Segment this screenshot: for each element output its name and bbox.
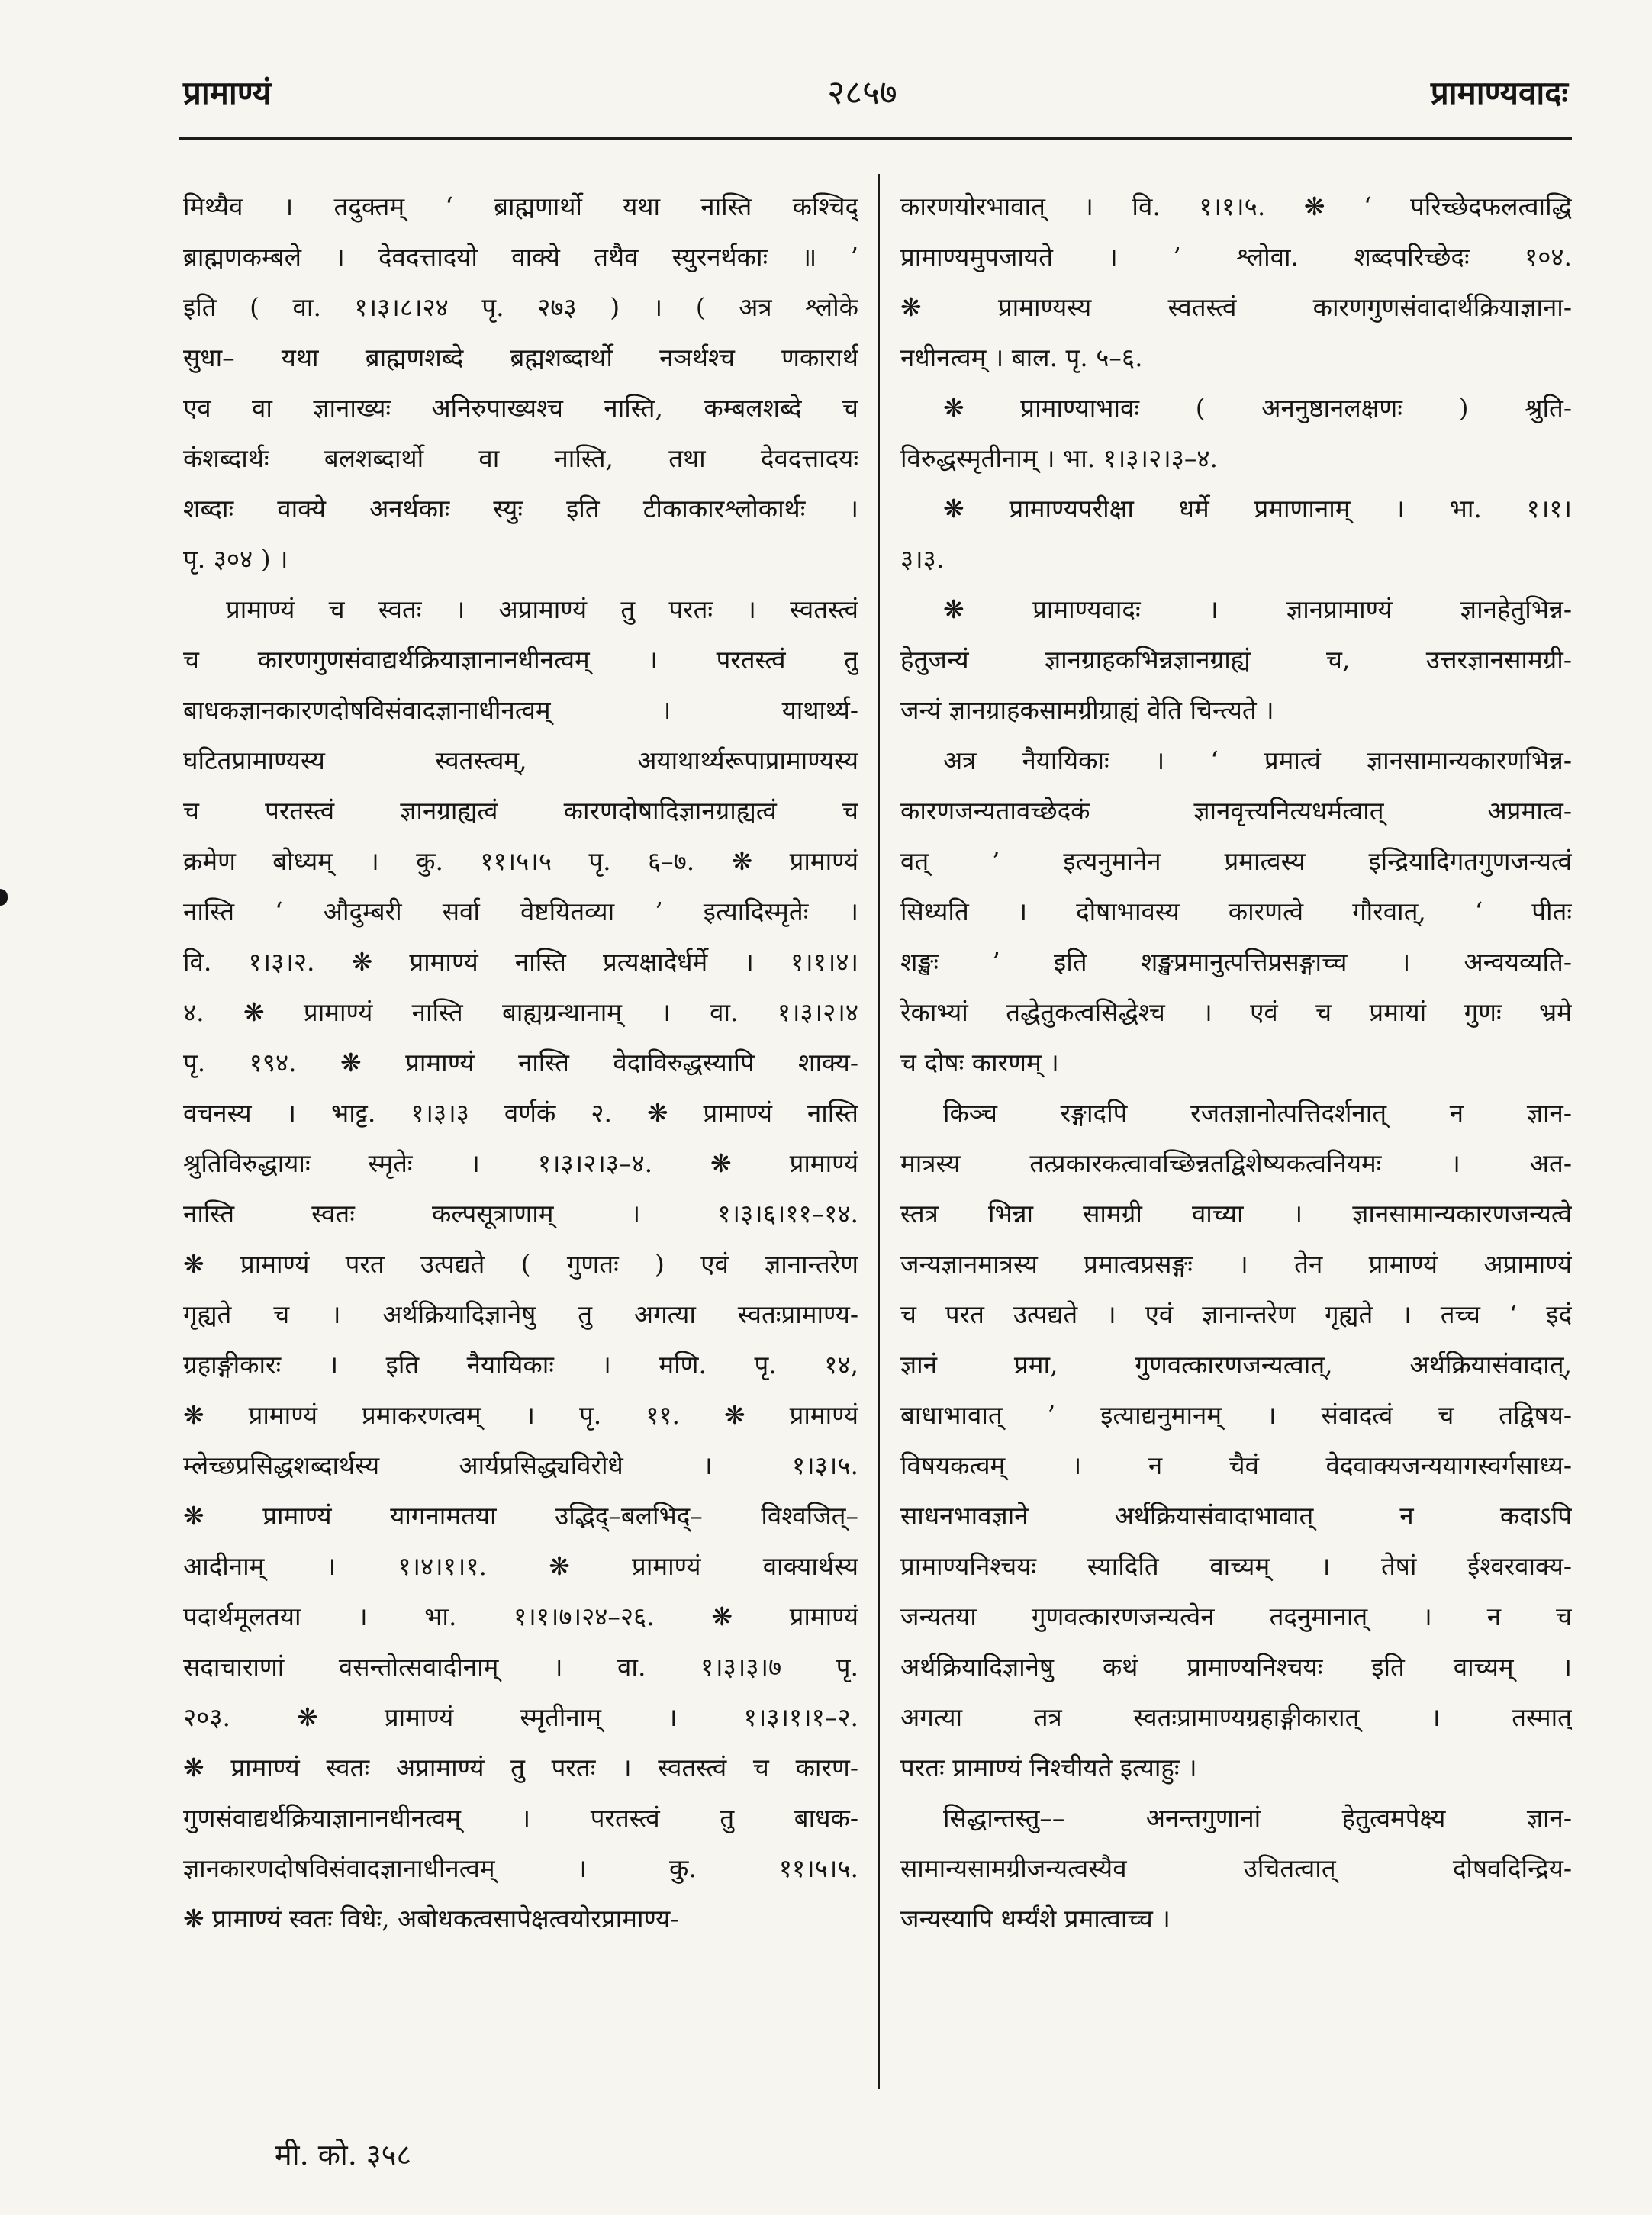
- left-column-line: बाधकज्ञानकारणदोषविसंवादज्ञानाधीनत्वम् । याथार्थ्य-: [183, 695, 858, 725]
- right-column-line: नधीनत्वम् । बाल. पृ. ५–६.: [900, 343, 1143, 372]
- left-column-line: ❋ प्रामाण्यं प्रमाकरणत्वम् । पृ. ११. ❋ प्रामाण्यं: [183, 1400, 858, 1430]
- right-column-line: कारणजन्यतावच्छेदकं ज्ञानवृत्त्यनित्यधर्मत्वात् अप्रमात्व-: [900, 796, 1572, 826]
- left-column-line: म्लेच्छप्रसिद्धशब्दार्थस्य आर्यप्रसिद्ध्यविरोधे । १।३।५.: [183, 1450, 858, 1480]
- left-column-line: वि. १।३।२. ❋ प्रामाण्यं नास्ति प्रत्यक्षादेर्धर्मे । १।१।४।: [183, 947, 858, 977]
- left-column-line: पदार्थमूलतया । भा. १।१।७।२४–२६. ❋ प्रामाण्यं: [183, 1602, 858, 1631]
- right-column-line: बाधाभावात् ’ इत्याद्यनुमानम् । संवादत्वं च तद्विषय-: [900, 1400, 1572, 1430]
- right-column-line: सिद्धान्तस्तु–– अनन्तगुणानां हेतुत्वमपेक्ष्य ज्ञान-: [943, 1803, 1572, 1833]
- left-column-line: घटितप्रामाण्यस्य स्वतस्त्वम्, अयाथार्थ्यरूपाप्रामाण्यस्य: [183, 745, 858, 775]
- left-column-line: ❋ प्रामाण्यं परत उत्पद्यते ( गुणतः ) एवं ज्ञानान्तरेण: [183, 1249, 858, 1279]
- running-header-right: प्रामाण्यवादः: [1430, 74, 1568, 111]
- right-column-line: स्तत्र भिन्ना सामग्री वाच्या । ज्ञानसामान्यकारणजन्यत्वे: [900, 1199, 1572, 1228]
- right-column-line: ❋ प्रामाण्याभावः ( अननुष्ठानलक्षणः ) श्रुति-: [943, 393, 1572, 423]
- right-column-line: ❋ प्रामाण्यपरीक्षा धर्मे प्रमाणानाम् । भा. १।१।: [943, 494, 1572, 523]
- left-column-line: च परतस्त्वं ज्ञानग्राह्यत्वं कारणदोषादिज्ञानग्राह्यत्वं च: [183, 796, 858, 826]
- right-column-line: जन्यज्ञानमात्रस्य प्रमात्वप्रसङ्गः । तेन प्रामाण्यं अप्रामाण्यं: [900, 1249, 1572, 1279]
- right-column-line: अगत्या तत्र स्वतःप्रामाण्यग्रहाङ्गीकारात् । तस्मात्: [900, 1702, 1572, 1732]
- left-column-line: ग्रहाङ्गीकारः । इति नैयायिकाः । मणि. पृ. १४,: [183, 1350, 858, 1380]
- left-column-line: इति ( वा. १।३।८।२४ पृ. २७३ ) । ( अत्र श्लोके: [183, 292, 858, 322]
- margin-mark: [0, 889, 8, 906]
- right-column-line: जन्यतया गुणवत्कारणजन्यत्वेन तदनुमानात् । न च: [900, 1602, 1572, 1631]
- page-number: २८५७: [827, 73, 897, 112]
- right-column-line: प्रामाण्यनिश्चयः स्यादिति वाच्यम् । तेषां ईश्वरवाक्य-: [900, 1551, 1572, 1581]
- left-column-line: ❋ प्रामाण्यं यागनामतया उद्भिद्–बलभिद्– विश्वजित्–: [183, 1501, 858, 1531]
- left-column-line: नास्ति स्वतः कल्पसूत्राणाम् । १।३।६।११–१४.: [183, 1199, 858, 1228]
- header-rule: [179, 137, 1572, 140]
- left-column-line: २०३. ❋ प्रामाण्यं स्मृतीनाम् । १।३।१।१–२.: [183, 1702, 858, 1732]
- left-column: [183, 182, 858, 2089]
- left-column-line: ❋ प्रामाण्यं स्वतः अप्रामाण्यं तु परतः । स्वतस्त्वं च कारण-: [183, 1753, 858, 1782]
- left-column-line: ४. ❋ प्रामाण्यं नास्ति बाह्यग्रन्थानाम् । वा. १।३।२।४: [183, 997, 858, 1027]
- left-column-line: सदाचाराणां वसन्तोत्सवादीनाम् । वा. १।३।३।७ पृ.: [183, 1652, 858, 1682]
- left-column-line: गुणसंवाद्यर्थक्रियाज्ञानानधीनत्वम् । परतस्त्वं तु बाधक-: [183, 1803, 858, 1833]
- right-column: [900, 182, 1572, 2089]
- left-column-line: कंशब्दार्थः बलशब्दार्थो वा नास्ति, तथा देवदत्तादयः: [183, 443, 858, 473]
- right-column-line: शङ्खः ’ इति शङ्खप्रमानुत्पत्तिप्रसङ्गाच्च । अन्वयव्यति-: [900, 947, 1572, 977]
- right-column-line: रेकाभ्यां तद्धेतुकत्वसिद्धेश्च । एवं च प्रमायां गुणः भ्रमे: [900, 997, 1572, 1027]
- left-column-line: ❋ प्रामाण्यं स्वतः विधेः, अबोधकत्वसापेक्षत्वयोरप्रामाण्य-: [183, 1904, 679, 1933]
- left-column-line: च कारणगुणसंवाद्यर्थक्रियाज्ञानानधीनत्वम् । परतस्त्वं तु: [183, 645, 858, 674]
- left-column-line: प्रामाण्यं च स्वतः । अप्रामाण्यं तु परतः । स्वतस्त्वं: [226, 594, 858, 624]
- right-column-line: प्रामाण्यमुपजायते । ’ श्लोवा. शब्दपरिच्छेदः १०४.: [900, 242, 1572, 272]
- left-column-line: मिथ्यैव । तदुक्तम् ‘ ब्राह्मणार्थो यथा नास्ति कश्चिद्: [183, 192, 858, 221]
- right-column-line: किञ्च रङ्गादपि रजतज्ञानोत्पत्तिदर्शनात् न ज्ञान-: [943, 1098, 1572, 1128]
- right-column-line: सामान्यसामग्रीजन्यत्वस्यैव उचितत्वात् दोषवदिन्द्रिय-: [900, 1853, 1572, 1883]
- left-column-line: क्रमेण बोध्यम् । कु. ११।५।५ पृ. ६–७. ❋ प्रामाण्यं: [183, 846, 858, 876]
- right-column-line: च परत उत्पद्यते । एवं ज्ञानान्तरेण गृह्यते । तच्च ‘ इदं: [900, 1299, 1572, 1329]
- right-column-line: सिध्यति । दोषाभावस्य कारणत्वे गौरवात्, ‘ पीतः: [900, 897, 1572, 926]
- left-column-line: पृ. १९४. ❋ प्रामाण्यं नास्ति वेदाविरुद्धस्यापि शाक्य-: [183, 1048, 858, 1077]
- right-column-line: अत्र नैयायिकाः । ‘ प्रमात्वं ज्ञानसामान्यकारणभिन्न-: [943, 745, 1572, 775]
- left-column-line: पृ. ३०४ ) ।: [183, 544, 288, 574]
- right-column-line: विरुद्धस्मृतीनाम् । भा. १।३।२।३–४.: [900, 443, 1219, 473]
- right-column-line: ज्ञानं प्रमा, गुणवत्कारणजन्यत्वात्, अर्थक्रियासंवादात्,: [900, 1350, 1572, 1380]
- right-column-line: परतः प्रामाण्यं निश्चीयते इत्याहुः ।: [900, 1753, 1197, 1782]
- right-column-line: मात्रस्य तत्प्रकारकत्वावच्छिन्नतद्विशेष्यकत्वनियमः । अत-: [900, 1148, 1572, 1178]
- right-column-line: विषयकत्वम् । न चैवं वेदवाक्यजन्ययागस्वर्गसाध्य-: [900, 1450, 1572, 1480]
- footer-signature: मी. को. ३५८: [275, 2138, 412, 2172]
- left-column-line: सुधा– यथा ब्राह्मणशब्दे ब्रह्मशब्दार्थो नञर्थश्च णकारार्थ: [183, 343, 858, 372]
- left-column-line: शब्दाः वाक्ये अनर्थकाः स्युः इति टीकाकारश्लोकार्थः ।: [183, 494, 858, 523]
- left-column-line: गृह्यते च । अर्थक्रियादिज्ञानेषु तु अगत्या स्वतःप्रामाण्य-: [183, 1299, 858, 1329]
- right-column-line: च दोषः कारणम् ।: [900, 1048, 1059, 1077]
- right-column-line: ❋ प्रामाण्यस्य स्वतस्त्वं कारणगुणसंवादार्थक्रियाज्ञाना-: [900, 292, 1572, 322]
- right-column-line: वत् ’ इत्यनुमानेन प्रमात्वस्य इन्द्रियादिगतगुणजन्यत्वं: [900, 846, 1572, 876]
- left-column-line: एव वा ज्ञानाख्यः अनिरुपाख्यश्च नास्ति, कम्बलशब्दे च: [183, 393, 858, 423]
- running-header-left: प्रामाण्यं: [183, 74, 272, 111]
- right-column-line: जन्यस्यापि धर्म्यंशे प्रमात्वाच्च ।: [900, 1904, 1171, 1933]
- left-column-line: ब्राह्मणकम्बले । देवदत्तादयो वाक्ये तथैव स्युरनर्थकाः ॥ ’: [183, 242, 858, 272]
- left-column-line: ज्ञानकारणदोषविसंवादज्ञानाधीनत्वम् । कु. ११।५।५.: [183, 1853, 858, 1883]
- right-column-line: जन्यं ज्ञानग्राहकसामग्रीग्राह्यं वेति चिन्त्यते ।: [900, 695, 1274, 725]
- right-column-line: ३।३.: [900, 544, 945, 574]
- column-divider: [878, 174, 880, 2089]
- right-column-line: साधनभावज्ञाने अर्थक्रियासंवादाभावात् न कदाऽपि: [900, 1501, 1572, 1531]
- left-column-line: श्रुतिविरुद्धायाः स्मृतेः । १।३।२।३–४. ❋ प्रामाण्यं: [183, 1148, 858, 1178]
- left-column-line: नास्ति ‘ औदुम्बरी सर्वा वेष्टयितव्या ’ इत्यादिस्मृतेः ।: [183, 897, 858, 926]
- left-column-line: वचनस्य । भाट्ट. १।३।३ वर्णकं २. ❋ प्रामाण्यं नास्ति: [183, 1098, 858, 1128]
- right-column-line: अर्थक्रियादिज्ञानेषु कथं प्रामाण्यनिश्चयः इति वाच्यम् ।: [900, 1652, 1572, 1682]
- right-column-line: कारणयोरभावात् । वि. १।१।५. ❋ ‘ परिच्छेदफलत्वाद्धि: [900, 192, 1572, 221]
- right-column-line: हेतुजन्यं ज्ञानग्राहकभिन्नज्ञानग्राह्यं च, उत्तरज्ञानसामग्री-: [900, 645, 1572, 674]
- left-column-line: आदीनाम् । १।४।१।१. ❋ प्रामाण्यं वाक्यार्थस्य: [183, 1551, 858, 1581]
- right-column-line: ❋ प्रामाण्यवादः । ज्ञानप्रामाण्यं ज्ञानहेतुभिन्न-: [943, 594, 1572, 624]
